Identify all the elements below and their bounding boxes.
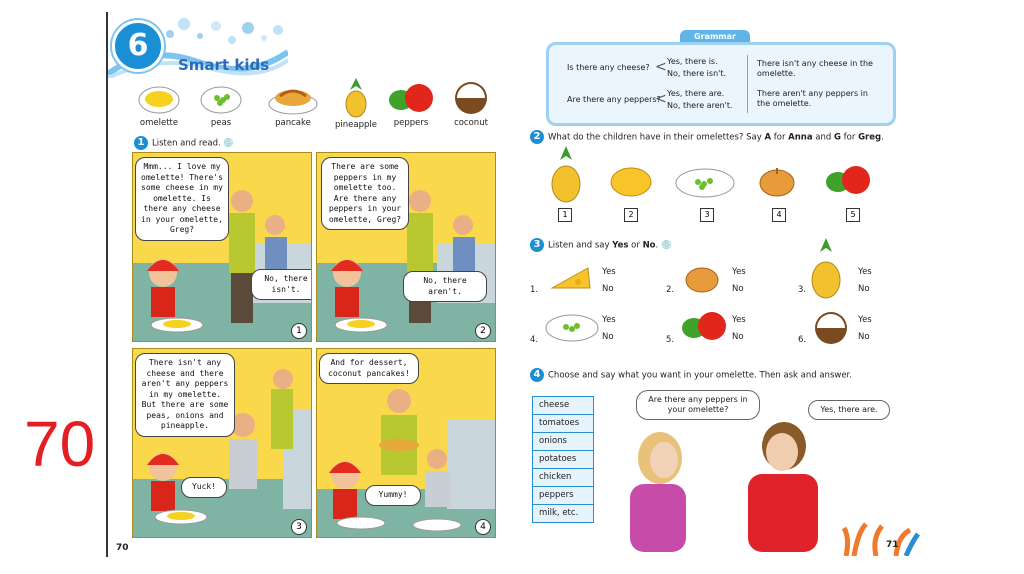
option-no[interactable]: No: [732, 332, 744, 342]
panel-number: 1: [291, 323, 307, 339]
item-number: 2.: [666, 285, 675, 295]
vocab-peppers: peppers: [380, 78, 442, 138]
answer-box[interactable]: 2: [624, 208, 638, 222]
onion-icon: [756, 164, 798, 198]
comic-panel-1: [132, 152, 312, 342]
coconut-icon: [808, 310, 854, 346]
peas-icon: [199, 78, 243, 116]
exercise3-header: 3 Listen and say Yes or No. 💿: [530, 238, 672, 252]
page-number-right: 71: [886, 540, 899, 550]
list-item: cheese: [533, 397, 593, 415]
speech-bubble: Mmm... I love my omelette! There's some cheese in my omelette. Is there any cheese in your omelette, Greg?: [135, 157, 229, 241]
vocab-pineapple: pineapple: [325, 78, 387, 138]
option-no[interactable]: No: [858, 284, 870, 294]
girl-photo-icon: [616, 420, 696, 552]
item-number: 6.: [798, 335, 807, 345]
bracket-icon: <: [655, 91, 667, 107]
speech-bubble: There isn't any cheese and there aren't any peppers in my omelette. But there are some peas, onions and pineapple.: [135, 353, 235, 437]
exercise2-header: 2 What do the children have in their omelettes? Say A for Anna and G for Greg.: [530, 130, 884, 144]
pineapple-icon: [334, 78, 378, 118]
vocab-pancake: pancake: [262, 78, 324, 138]
exercise1-header: 1 Listen and read. 💿: [134, 136, 234, 150]
answer-box[interactable]: 5: [846, 208, 860, 222]
cheese-icon: [608, 164, 654, 198]
panel-number: 2: [475, 323, 491, 339]
option-yes[interactable]: Yes: [858, 315, 872, 325]
cheese-icon: [548, 262, 594, 294]
option-yes[interactable]: Yes: [732, 267, 746, 277]
unit-title: Smart kids: [178, 56, 270, 74]
grammar-tab: Grammar: [680, 30, 750, 44]
option-no[interactable]: No: [602, 332, 614, 342]
list-item: onions: [533, 433, 593, 451]
panel-number: 3: [291, 519, 307, 535]
answer-box[interactable]: 1: [558, 208, 572, 222]
speech-bubble: No, there isn't.: [251, 269, 312, 300]
boy-photo-icon: [736, 414, 826, 552]
vocab-peas: peas: [190, 78, 252, 138]
page-number-left: 70: [116, 543, 129, 553]
exercise4-header: 4 Choose and say what you want in your omelette. Then ask and answer.: [530, 368, 852, 382]
speech-bubble: And for dessert, coconut pancakes!: [319, 353, 419, 384]
option-no[interactable]: No: [602, 284, 614, 294]
divider: [747, 55, 748, 113]
peas-icon: [544, 312, 600, 344]
list-item: peppers: [533, 487, 593, 505]
speech-bubble-answer: Yes, there are.: [808, 400, 890, 420]
vocab-omelette: omelette: [128, 78, 190, 138]
peas-icon: [674, 166, 736, 200]
speech-bubble: Yummy!: [365, 485, 421, 506]
answer-box[interactable]: 4: [772, 208, 786, 222]
peppers-icon: [676, 308, 732, 344]
peppers-icon: [383, 78, 439, 116]
item-number: 1.: [530, 285, 539, 295]
list-item: chicken: [533, 469, 593, 487]
list-item: milk, etc.: [533, 505, 593, 522]
option-no[interactable]: No: [732, 284, 744, 294]
item-number: 5.: [666, 335, 675, 345]
item-number: 4.: [530, 335, 539, 345]
speech-bubble-question: Are there any peppers in your omelette?: [636, 390, 760, 420]
omelette-icon: [137, 78, 181, 116]
pancake-icon: [266, 78, 320, 116]
slide-page-marker: 70: [24, 408, 96, 480]
cd-icon: 💿: [660, 240, 672, 251]
bubbles-decoration: [160, 14, 290, 54]
option-yes[interactable]: Yes: [858, 267, 872, 277]
speech-bubble: There are some peppers in my omelette too. Are there any peppers in your omelette, Greg?: [321, 157, 409, 230]
pineapple-icon: [808, 238, 844, 300]
vocab-coconut: coconut: [440, 78, 502, 138]
coconut-icon: [447, 78, 495, 116]
pineapple-icon: [548, 146, 584, 204]
grammar-box: Is there any cheese? < Yes, there is. No, there isn't. Are there any peppers? < Yes, there are. No, there aren't. There isn't any cheese in the omelette. There aren't any peppers in the omelette.: [546, 42, 896, 126]
speech-bubble: No, there aren't.: [403, 271, 487, 302]
bracket-icon: <: [655, 59, 667, 75]
list-item: tomatoes: [533, 415, 593, 433]
ingredient-list: [532, 396, 594, 523]
item-number: 3.: [798, 285, 807, 295]
option-no[interactable]: No: [858, 332, 870, 342]
option-yes[interactable]: Yes: [602, 267, 616, 277]
peppers-icon: [820, 162, 876, 198]
comic-panel-4: [316, 348, 496, 538]
panel-number: 4: [475, 519, 491, 535]
list-item: potatoes: [533, 451, 593, 469]
comic-panel-3: [132, 348, 312, 538]
unit-number-badge: 6: [112, 20, 164, 72]
option-yes[interactable]: Yes: [602, 315, 616, 325]
onion-icon: [682, 262, 722, 294]
answer-box[interactable]: 3: [700, 208, 714, 222]
option-yes[interactable]: Yes: [732, 315, 746, 325]
speech-bubble: Yuck!: [181, 477, 227, 498]
coral-decoration-icon: [836, 518, 920, 556]
cd-icon: 💿: [223, 138, 235, 149]
comic-panel-2: [316, 152, 496, 342]
